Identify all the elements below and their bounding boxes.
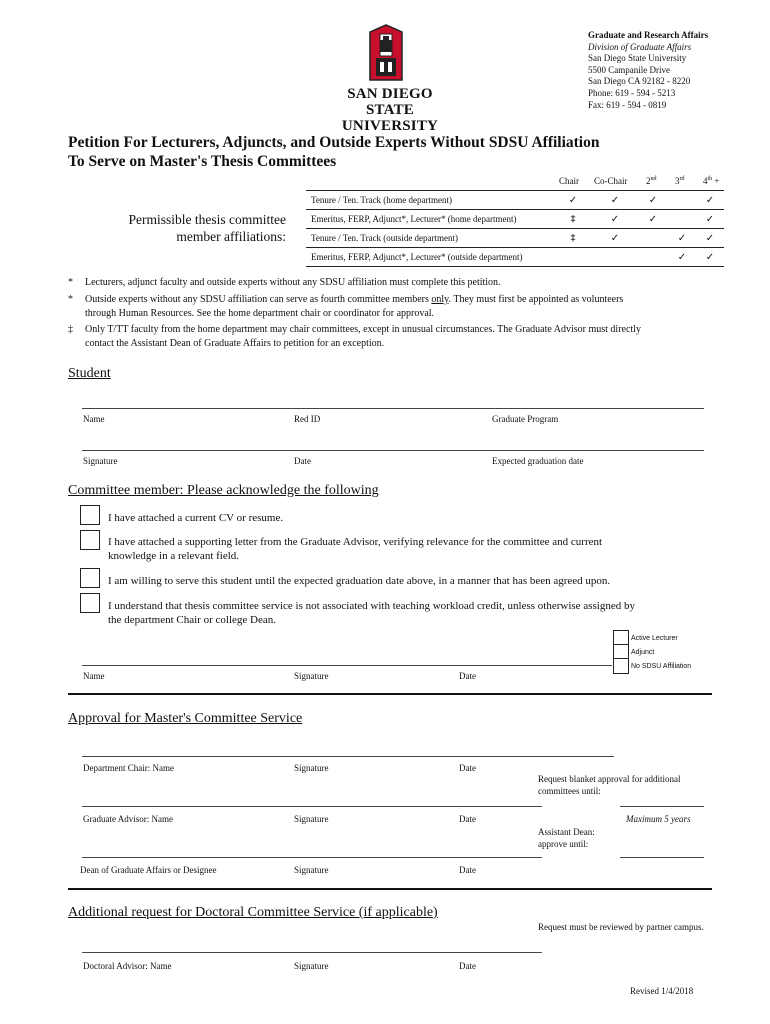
fax: Fax: 619 - 594 - 0819	[588, 99, 667, 110]
student-line-1[interactable]	[82, 408, 704, 409]
office-block	[588, 30, 708, 111]
table-row	[306, 229, 724, 248]
blanket-request-text: Request blanket approval for additional committees until:	[538, 774, 681, 796]
signature-label: Signature	[294, 763, 329, 773]
doctoral-advisor-line[interactable]	[82, 952, 542, 953]
row-label: Emeritus, FERP, Adjunct*, Lecturer* (home department)	[306, 210, 554, 229]
checkmark-icon: ✓	[638, 210, 668, 229]
date-label: Date	[459, 814, 476, 824]
col-header-cochair: Co-Chair	[594, 176, 628, 186]
program-label: Graduate Program	[492, 414, 559, 424]
section-divider	[68, 888, 712, 890]
doctoral-advisor-label: Doctoral Advisor: Name	[83, 961, 172, 971]
status-checkbox-no-affiliation[interactable]	[613, 658, 629, 674]
checkmark-icon: ✓	[696, 248, 724, 267]
signature-label: Signature	[294, 961, 329, 971]
ack-text: I have attached a current CV or resume.	[108, 512, 284, 524]
signature-label: Signature	[294, 671, 329, 681]
col-header-chair: Chair	[559, 176, 579, 186]
signature-label: Signature	[83, 456, 118, 466]
footnote: * Lecturers, adjunct faculty and outside experts without any SDSU affiliation must complete this petition.	[68, 277, 501, 288]
checkmark-icon: ✓	[638, 191, 668, 210]
checkmark-icon: ✓	[696, 229, 724, 248]
double-dagger-icon: ‡	[68, 324, 73, 335]
student-line-2[interactable]	[82, 450, 704, 451]
date-label: Date	[459, 961, 476, 971]
signature-label: Signature	[294, 814, 329, 824]
ack-text: I am willing to serve this student until the expected graduation date above, in a manner that has been agreed upon.	[108, 575, 611, 587]
row-label: Tenure / Ten. Track (outside department)	[306, 229, 554, 248]
logo-line1: SAN DIEGO STATE	[347, 86, 433, 118]
office-title: Graduate and Research Affairs	[588, 30, 709, 40]
section-divider	[68, 693, 712, 695]
date-label: Date	[294, 456, 311, 466]
status-label: No SDSU Affiliation	[631, 663, 692, 670]
status-label: Active Lecturer	[631, 635, 678, 642]
name-label: Name	[83, 671, 105, 681]
address-line: San Diego CA 92182 - 8220	[588, 76, 691, 87]
committee-heading: Committee member: Please acknowledge the following	[68, 483, 379, 498]
footnote-mark: *	[68, 277, 73, 288]
dean-line[interactable]	[82, 857, 542, 858]
checkmark-icon: ✓	[668, 229, 696, 248]
double-dagger-icon: ‡	[554, 210, 592, 229]
logo-line2: UNIVERSITY	[341, 118, 439, 134]
phone: Phone: 619 - 594 - 5213	[588, 87, 676, 98]
table-row	[306, 210, 724, 229]
assistant-dean-text: Assistant Dean: approve until:	[538, 827, 595, 849]
grad-date-label: Expected graduation date	[492, 456, 584, 466]
col-header-2nd: 2nd	[646, 176, 657, 186]
signature-label: Signature	[294, 865, 329, 875]
permissible-table	[306, 190, 724, 267]
max-years-note: Maximum 5 years	[626, 814, 691, 824]
ack-checkbox-cv[interactable]	[80, 505, 100, 525]
address-line: San Diego State University	[588, 53, 687, 64]
checkmark-icon: ✓	[696, 191, 724, 210]
ack-checkbox-letter[interactable]	[80, 530, 100, 550]
title-line1: Petition For Lecturers, Adjuncts, and Outside Experts Without SDSU Affiliation	[68, 134, 600, 151]
permissible-label: Permissible thesis committee member affiliations:	[128, 212, 286, 244]
double-dagger-icon: ‡	[554, 229, 592, 248]
ack-text: I understand that thesis committee service is not associated with teaching workload credit, unless otherwise assigned by the department Chair or college Dean.	[108, 600, 635, 626]
checkmark-icon	[554, 248, 592, 267]
date-label: Date	[459, 763, 476, 773]
dean-until-line[interactable]	[620, 857, 704, 858]
name-label: Name	[83, 414, 105, 424]
campanile-icon	[366, 24, 406, 82]
status-label: Adjunct	[631, 649, 655, 656]
ack-checkbox-serve[interactable]	[80, 568, 100, 588]
blanket-until-line[interactable]	[620, 806, 704, 807]
division-name: Division of Graduate Affairs	[588, 41, 692, 52]
checkmark-icon: ✓	[554, 191, 592, 210]
grad-advisor-line[interactable]	[82, 806, 542, 807]
doctoral-heading: Additional request for Doctoral Committee Service (if applicable)	[68, 905, 438, 920]
dept-chair-line[interactable]	[82, 756, 614, 757]
checkmark-icon	[638, 229, 668, 248]
student-heading: Student	[68, 366, 111, 381]
revised-date: Revised 1/4/2018	[630, 986, 694, 996]
row-label: Tenure / Ten. Track (home department)	[306, 191, 554, 210]
checkmark-icon: ✓	[592, 229, 638, 248]
checkmark-icon: ✓	[696, 210, 724, 229]
checkmark-icon: ✓	[592, 210, 638, 229]
checkmark-icon	[668, 191, 696, 210]
checkmark-icon: ✓	[592, 191, 638, 210]
checkmark-icon: ✓	[668, 248, 696, 267]
table-row	[306, 191, 724, 210]
checkmark-icon	[592, 248, 638, 267]
dept-chair-label: Department Chair: Name	[83, 763, 174, 773]
sdsu-logo	[318, 24, 458, 134]
redid-label: Red ID	[294, 414, 321, 424]
ack-text: I have attached a supporting letter from the Graduate Advisor, verifying relevance for the committee and current knowledge in a relevant field.	[108, 536, 603, 562]
title-line2: To Serve on Master's Thesis Committees	[68, 153, 337, 170]
date-label: Date	[459, 671, 476, 681]
committee-signature-line[interactable]	[82, 665, 612, 666]
ack-checkbox-workload[interactable]	[80, 593, 100, 613]
approval-heading: Approval for Master's Committee Service	[68, 711, 303, 726]
checkmark-icon	[668, 210, 696, 229]
checkmark-icon	[638, 248, 668, 267]
footnote-mark: *	[68, 294, 73, 305]
col-header-3rd: 3rd	[675, 176, 685, 186]
dean-label: Dean of Graduate Affairs or Designee	[80, 865, 217, 875]
footnote: ‡ Only T/TT faculty from the home department may chair committees, except in unusual circumstances. The Graduate Advisor must directly contact the Assistant Dean of Graduate Affairs to petition for an exception.	[68, 324, 641, 349]
date-label: Date	[459, 865, 476, 875]
page-title	[68, 133, 600, 171]
table-row	[306, 248, 724, 267]
partner-note: Request must be reviewed by partner campus.	[538, 922, 704, 932]
row-label: Emeritus, FERP, Adjunct*, Lecturer* (outside department)	[306, 248, 554, 267]
col-header-4th: 4th +	[703, 176, 720, 186]
grad-advisor-label: Graduate Advisor: Name	[83, 814, 173, 824]
footnote: * Outside experts without any SDSU affiliation can serve as fourth committee members only. They must first be appointed as volunteers through Human Resources. See the home department chair or coordinator for approval.	[68, 294, 624, 319]
address-line: 5500 Campanile Drive	[588, 64, 670, 75]
